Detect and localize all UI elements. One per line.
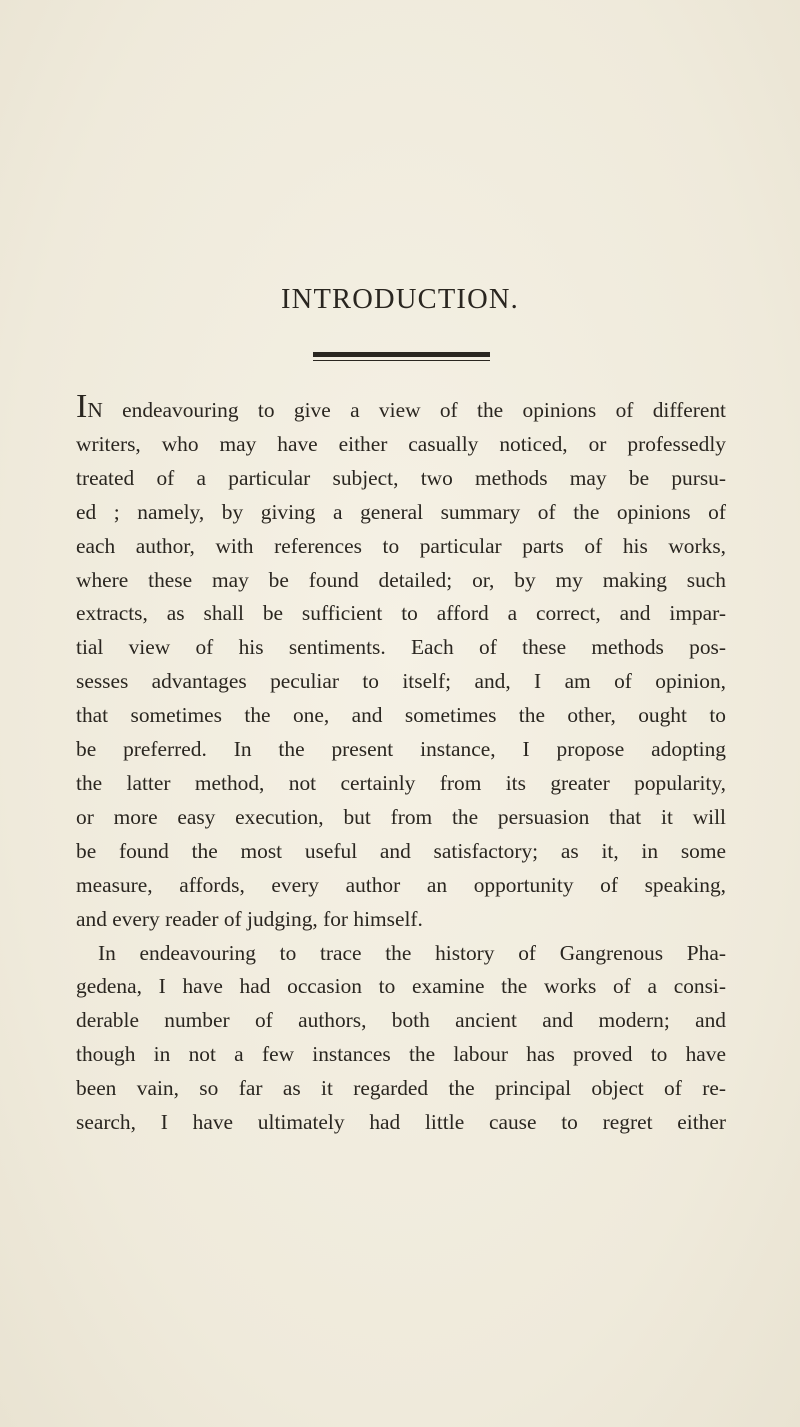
text-line: ed ; namely, by giving a general summary of the opinions of — [76, 499, 726, 524]
text-line: measure, affords, every author an opportunity of speaking, — [76, 872, 726, 897]
text-line — [76, 388, 726, 428]
text-line: writers, who may have either casually noticed, or professedly — [76, 431, 726, 456]
text-line: though in not a few instances the labour has proved to have — [76, 1042, 726, 1067]
text-line: been vain, so far as it regarded the principal object of re- — [76, 1076, 726, 1101]
heading-rule-thick — [313, 352, 490, 357]
text-line: search, I have ultimately had little cause to regret either — [76, 1110, 726, 1135]
text-line: be preferred. In the present instance, I propose adopting — [76, 737, 726, 762]
text-line: In endeavouring to trace the history of Gangrenous Pha- — [98, 940, 726, 965]
text-line: where these may be found detailed; or, by my making such — [76, 567, 726, 592]
body-text — [76, 388, 726, 1140]
text-line: or more easy execution, but from the persuasion that it will — [76, 804, 726, 829]
text-line: derable number of authors, both ancient and modern; and — [76, 1008, 726, 1033]
text-line: sesses advantages peculiar to itself; and, I am of opinion, — [76, 669, 726, 694]
small-caps-word: N — [87, 398, 103, 422]
chapter-heading: INTRODUCTION. — [280, 284, 520, 315]
text-line: that sometimes the one, and sometimes the other, ought to — [76, 703, 726, 728]
text-line: extracts, as shall be sufficient to afford a correct, and impar- — [76, 601, 726, 626]
text-line: and every reader of judging, for himself. — [76, 906, 423, 931]
text-line: treated of a particular subject, two methods may be pursu- — [76, 465, 726, 490]
text-line: tial view of his sentiments. Each of these methods pos- — [76, 635, 726, 660]
text-line: be found the most useful and satisfactory; as it, in some — [76, 838, 726, 863]
drop-cap: I — [76, 388, 88, 425]
text-line: the latter method, not certainly from its greater popularity, — [76, 770, 726, 795]
text-line: gedena, I have had occasion to examine the works of a consi- — [76, 974, 726, 999]
line-text: endeavouring to give a view of the opinions of different — [122, 398, 726, 422]
text-line: each author, with references to particular parts of his works, — [76, 533, 726, 558]
heading-rule — [313, 352, 490, 364]
heading-rule-thin — [313, 360, 490, 361]
